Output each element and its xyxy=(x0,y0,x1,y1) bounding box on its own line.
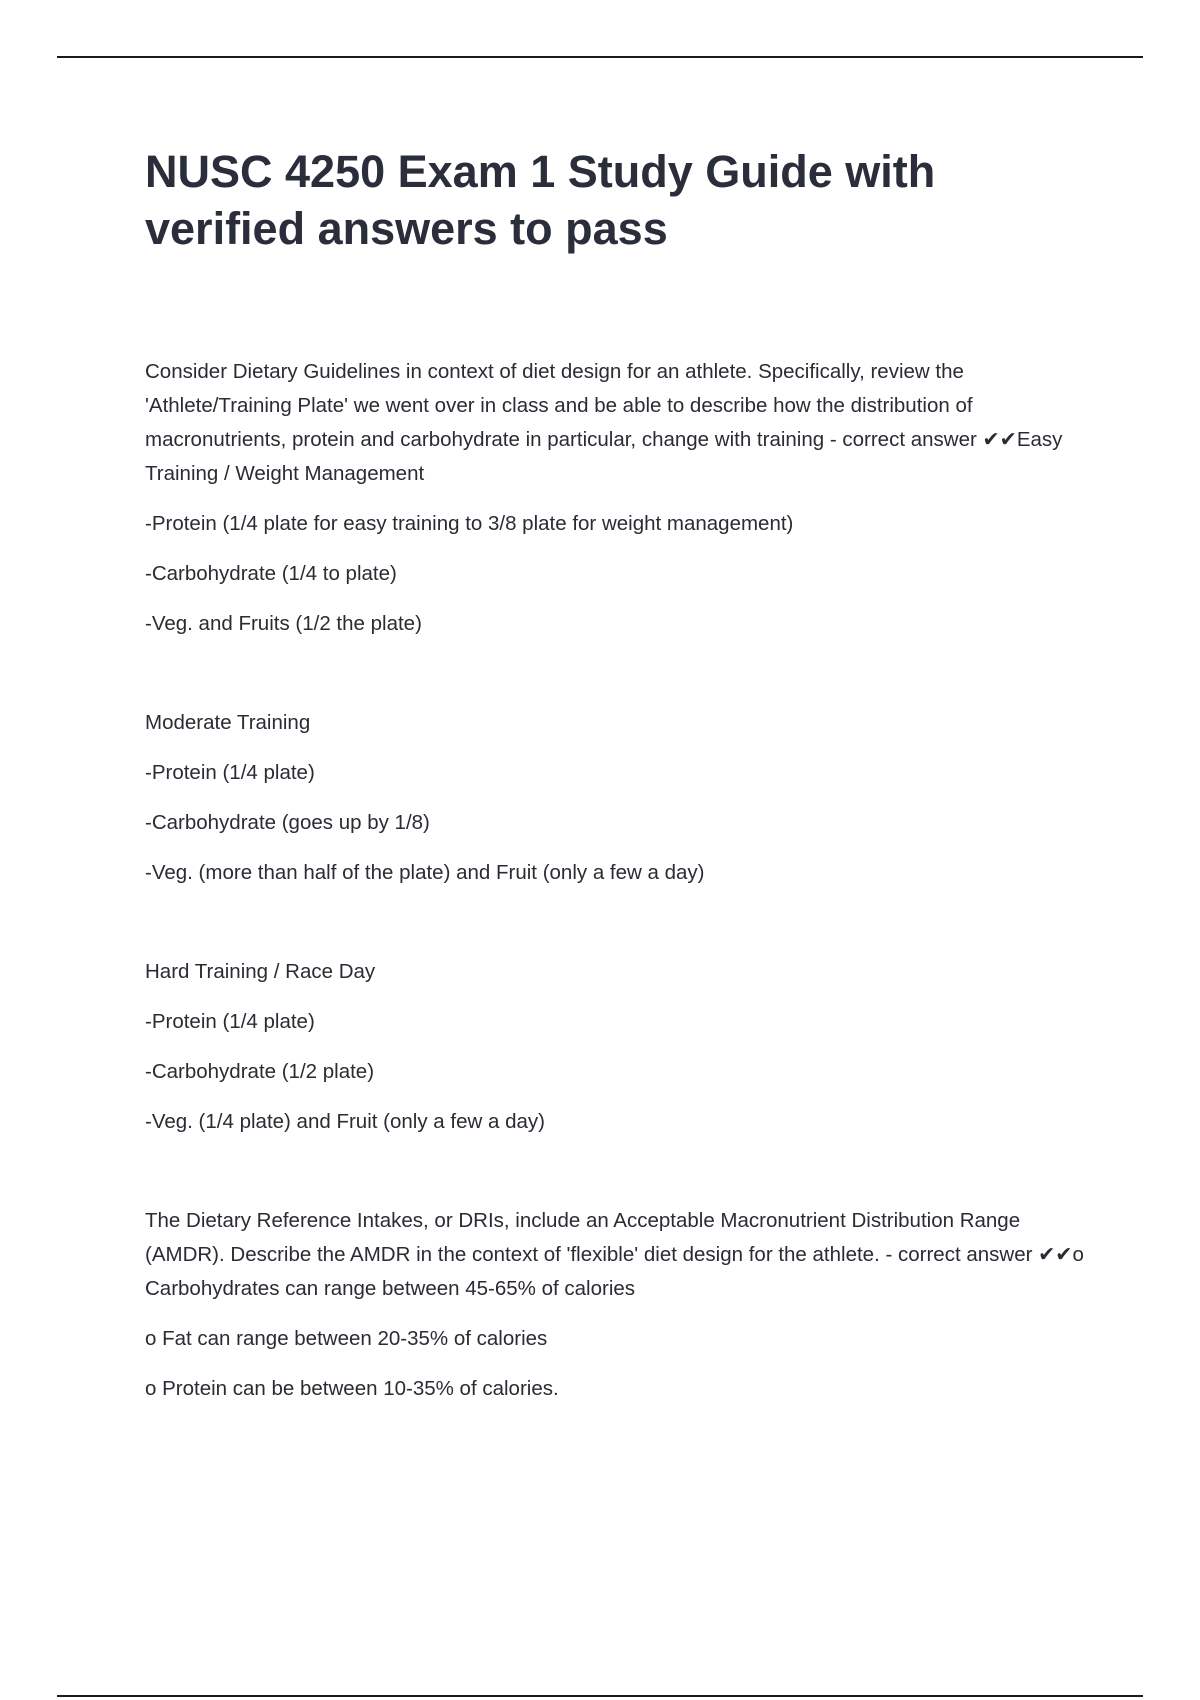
easy-carbohydrate-line: -Carbohydrate (1/4 to plate) xyxy=(145,562,397,585)
document-body xyxy=(145,355,1095,1406)
moderate-protein-line: -Protein (1/4 plate) xyxy=(145,761,315,784)
hard-carbohydrate-line: -Carbohydrate (1/2 plate) xyxy=(145,1060,375,1083)
amdr-protein-line: o Protein can be between 10-35% of calories. xyxy=(145,1377,559,1400)
amdr-fat-line: o Fat can range between 20-35% of calories xyxy=(145,1327,548,1350)
moderate-veg-fruit-line: -Veg. (more than half of the plate) and Fruit (only a few a day) xyxy=(145,861,705,884)
document-title: NUSC 4250 Exam 1 Study Guide with verified answers to pass xyxy=(145,146,936,254)
moderate-carbohydrate-line: -Carbohydrate (goes up by 1/8) xyxy=(145,811,430,834)
top-rule xyxy=(57,56,1143,58)
question-1: Consider Dietary Guidelines in context of diet design for an athlete. Specifically, review the 'Athlete/Training Plate' we went over in class and be able to describe how the distribution of macronutrients, protein and carbohydrate in particular, change with training - correct answer ✔✔Easy Training / Weight Management xyxy=(145,360,1063,485)
hard-veg-fruit-line: -Veg. (1/4 plate) and Fruit (only a few a day) xyxy=(145,1110,545,1133)
easy-protein-line: -Protein (1/4 plate for easy training to 3/8 plate for weight management) xyxy=(145,512,794,535)
hard-heading: Hard Training / Race Day xyxy=(145,960,376,983)
hard-protein-line: -Protein (1/4 plate) xyxy=(145,1010,315,1033)
question-2: The Dietary Reference Intakes, or DRIs, include an Acceptable Macronutrient Distribution Range (AMDR). Describe the AMDR in the context of 'flexible' diet design for the athlete. - correct answer ✔✔o Carbohydrates can range between 45-65% of calories xyxy=(145,1209,1084,1300)
bottom-rule xyxy=(57,1695,1143,1697)
easy-veg-fruit-line: -Veg. and Fruits (1/2 the plate) xyxy=(145,612,422,635)
moderate-heading: Moderate Training xyxy=(145,711,311,734)
